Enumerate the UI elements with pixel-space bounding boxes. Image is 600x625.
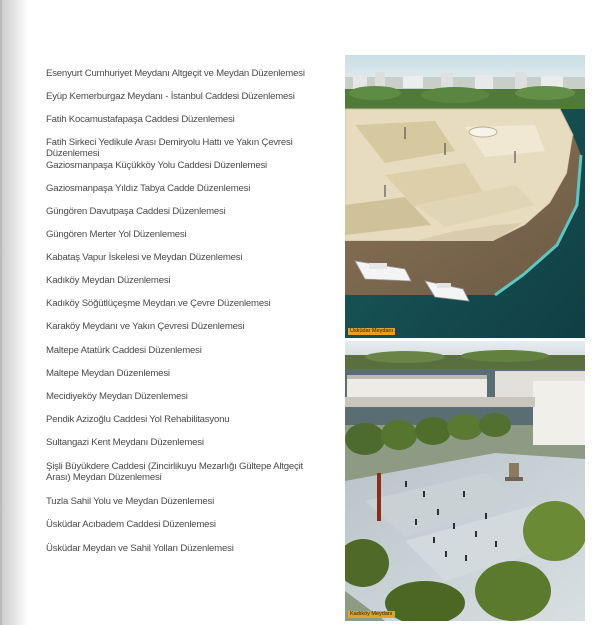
list-item: Maltepe Atatürk Caddesi Düzenlemesi — [46, 345, 202, 356]
kadikoy-square-illustration — [345, 341, 585, 621]
uskudar-square-rendering — [345, 55, 585, 338]
list-item: Mecidiyeköy Meydan Düzenlemesi — [46, 391, 188, 402]
list-item: Kabataş Vapur İskelesi ve Meydan Düzenlemesi — [46, 252, 243, 263]
image-caption: Üsküdar Meydanı — [350, 328, 394, 334]
image-caption: Kadıköy Meydanı — [350, 611, 393, 617]
list-item: Güngören Merter Yol Düzenlemesi — [46, 229, 187, 240]
list-item: Maltepe Meydan Düzenlemesi — [46, 368, 170, 379]
list-item: Eyüp Kemerburgaz Meydanı - İstanbul Caddesi Düzenlemesi — [46, 91, 295, 102]
list-item: Kadıköy Meydan Düzenlemesi — [46, 275, 171, 286]
list-item: Sultangazi Kent Meydanı Düzenlemesi — [46, 437, 204, 448]
list-item: Fatih Sirkeci Yedikule Arası Demiryolu Hattı ve Yakın Çevresi Düzenlemesi — [46, 137, 293, 159]
list-item: Güngören Davutpaşa Caddesi Düzenlemesi — [46, 206, 226, 217]
list-item: Gaziosmanpaşa Yıldız Tabya Cadde Düzenlemesi — [46, 183, 251, 194]
page-gutter-shadow — [0, 0, 28, 625]
list-item: Esenyurt Cumhuriyet Meydanı Altgeçit ve Meydan Düzenlemesi — [46, 68, 305, 79]
list-item: Üsküdar Meydan ve Sahil Yolları Düzenlemesi — [46, 543, 234, 554]
list-item: Şişli Büyükdere Caddesi (Zincirlikuyu Mezarlığı Gültepe Altgeçit Arası) Meydan Düzenlemesi — [46, 461, 304, 483]
list-item: Karaköy Meydanı ve Yakın Çevresi Düzenlemesi — [46, 321, 245, 332]
list-item: Gaziosmanpaşa Küçükköy Yolu Caddesi Düzenlemesi — [46, 160, 267, 171]
uskudar-square-illustration — [345, 55, 585, 338]
list-item: Kadıköy Söğütlüçeşme Meydan ve Çevre Düzenlemesi — [46, 298, 271, 309]
kadikoy-square-rendering — [345, 341, 585, 621]
book-spine — [0, 0, 2, 625]
list-item: Tuzla Sahil Yolu ve Meydan Düzenlemesi — [46, 496, 215, 507]
list-item: Fatih Kocamustafapaşa Caddesi Düzenlemesi — [46, 114, 235, 125]
list-item: Pendik Azizoğlu Caddesi Yol Rehabilitasyonu — [46, 414, 230, 425]
list-item: Üsküdar Acıbadem Caddesi Düzenlemesi — [46, 519, 216, 530]
